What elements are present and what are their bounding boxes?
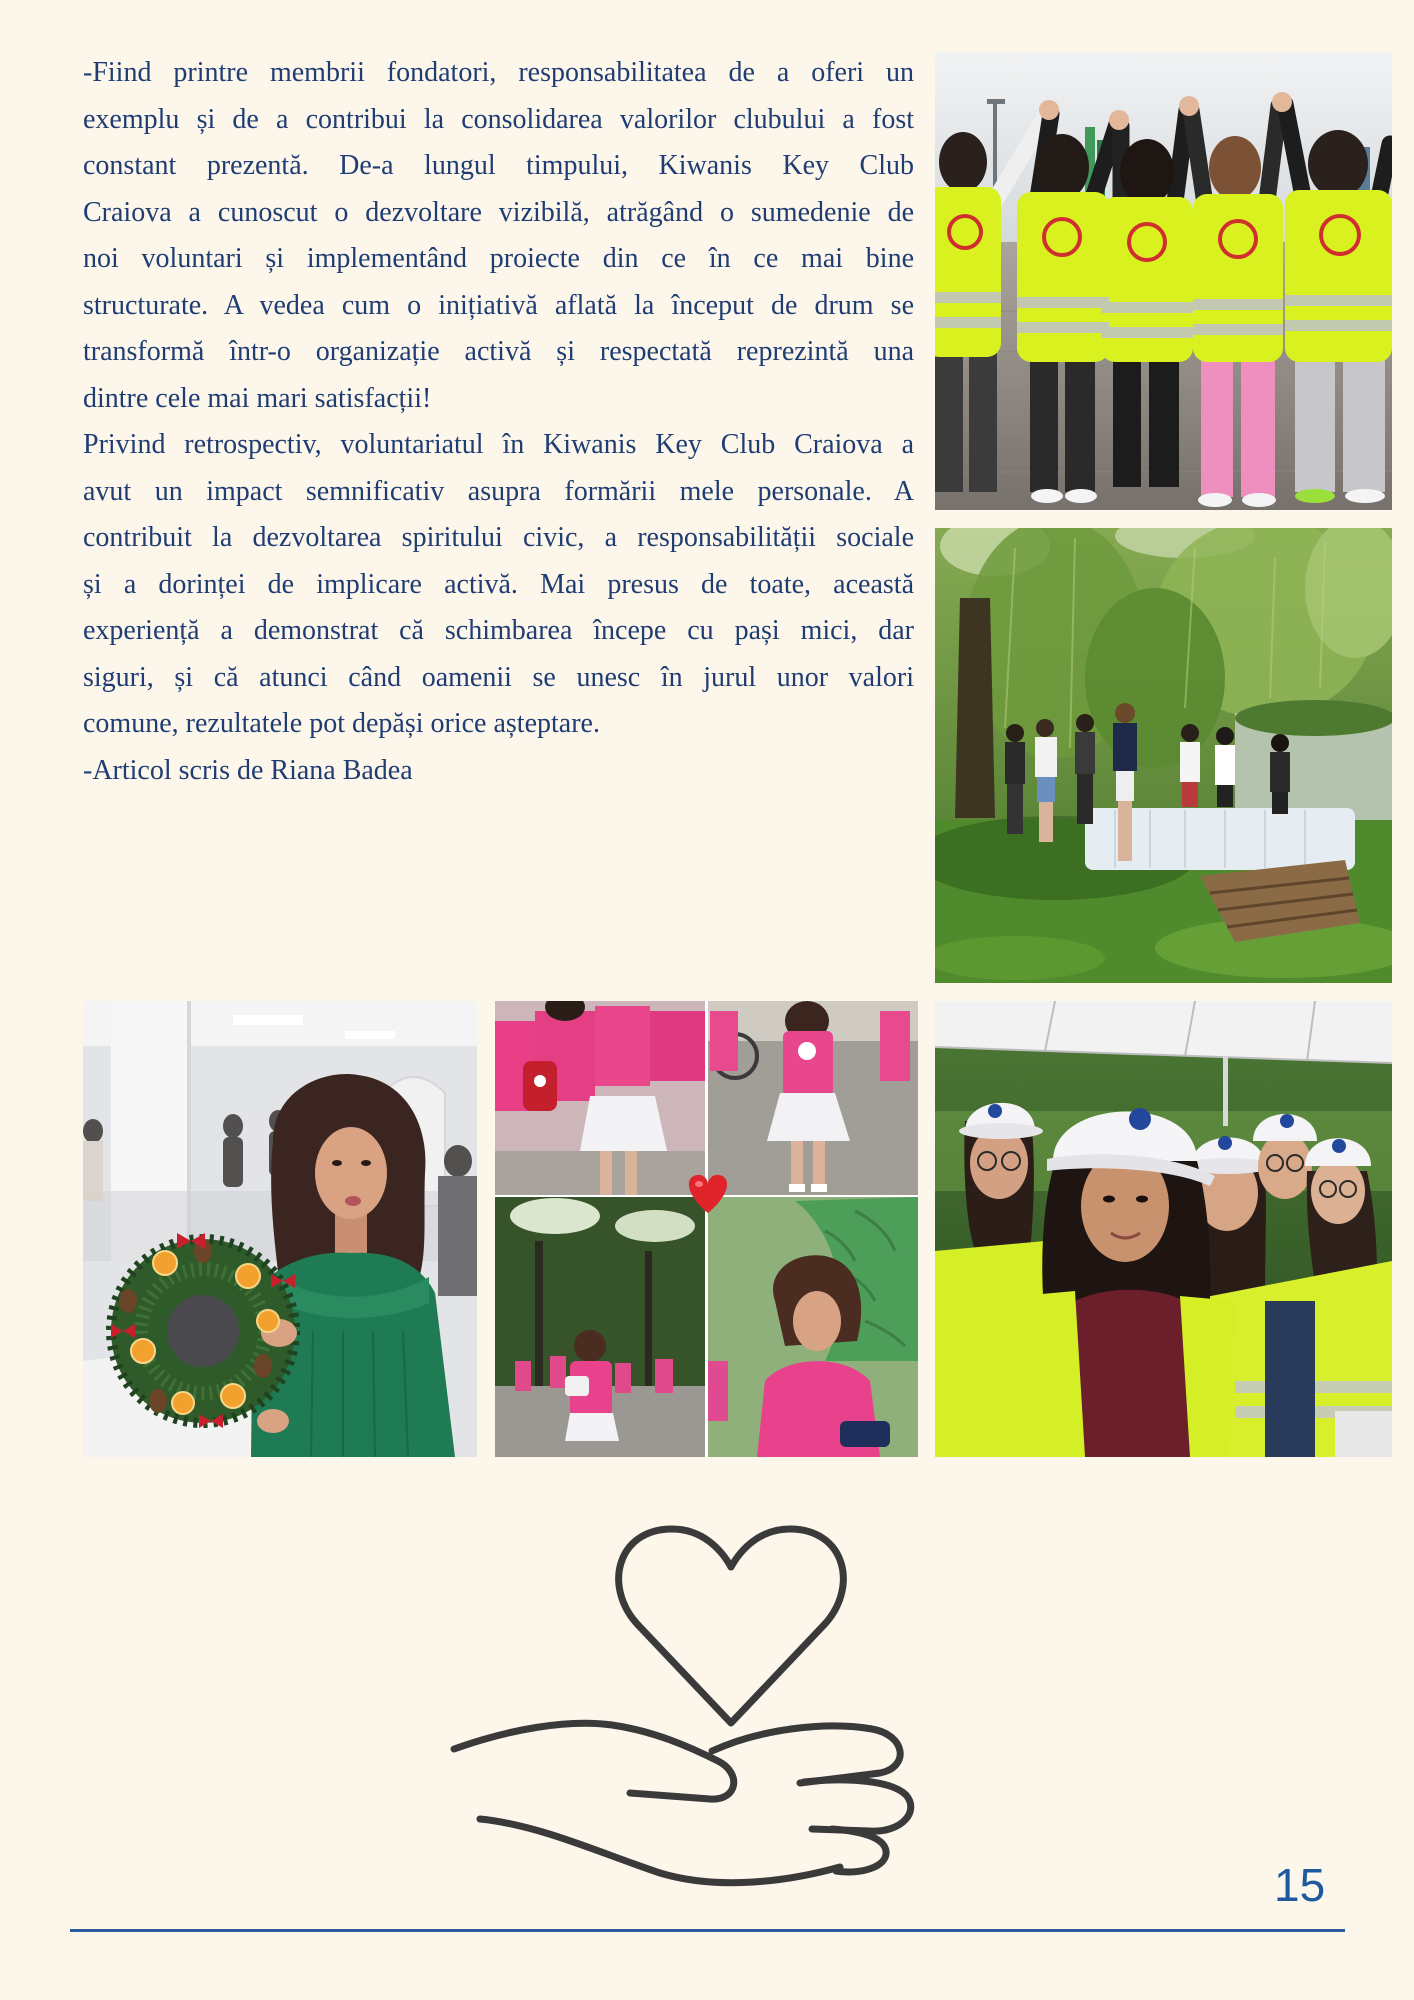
heart-in-hand-icon — [440, 1515, 930, 1895]
text-line: comune, rezultatele pot depăși orice așteptare. — [83, 708, 600, 739]
photo-christmas-wreath — [83, 1001, 477, 1457]
text-line: constant prezentă. De-a lungul timpului, Kiwanis Key Club — [83, 150, 914, 181]
paragraph-1 — [83, 50, 914, 422]
text-line: exemplu și de a contribui la consolidarea valorilor clubului a fost — [83, 103, 914, 135]
text-line: și a dorinței de implicare activă. Mai presus de toate, această — [83, 568, 914, 600]
footer-divider — [70, 1929, 1345, 1932]
photo-park-volunteers — [935, 528, 1392, 983]
text-line: dintre cele mai mari satisfacții! — [83, 382, 432, 414]
text-line: -Fiind printre membrii fondatori, responsabilitatea de a oferi un — [83, 57, 914, 88]
text-line: avut un impact semnificativ asupra formării mele personale. A — [83, 475, 914, 507]
text-line: transformă într-o organizație activă și respectată reprezintă una — [83, 336, 914, 367]
paragraph-2 — [83, 422, 914, 748]
text-line: Craiova a cunoscut o dezvoltare vizibilă, atrăgând o sumedenie de — [83, 196, 914, 228]
article-byline: -Articol scris de Riana Badea — [83, 754, 413, 786]
text-line: siguri, și că atunci când oamenii se unesc în jurul unor valori — [83, 661, 914, 693]
photo-volunteers-vests — [935, 52, 1392, 510]
text-line: experiență a demonstrat că schimbarea începe cu pași mici, dar — [83, 615, 914, 646]
photo-collage-pink-event — [495, 1001, 918, 1457]
text-line: structurate. A vedea cum o inițiativă aflată la început de drum se — [83, 289, 914, 321]
text-line: noi voluntari și implementând proiecte din ce în ce mai bine — [83, 243, 914, 274]
article-text — [83, 50, 914, 794]
page-number: 15 — [1274, 1859, 1326, 1911]
photo-volunteers-selfie — [935, 1001, 1392, 1457]
text-line: contribuit la dezvoltarea spiritului civic, a responsabilității sociale — [83, 522, 914, 553]
text-line: Privind retrospectiv, voluntariatul în Kiwanis Key Club Craiova a — [83, 429, 914, 460]
